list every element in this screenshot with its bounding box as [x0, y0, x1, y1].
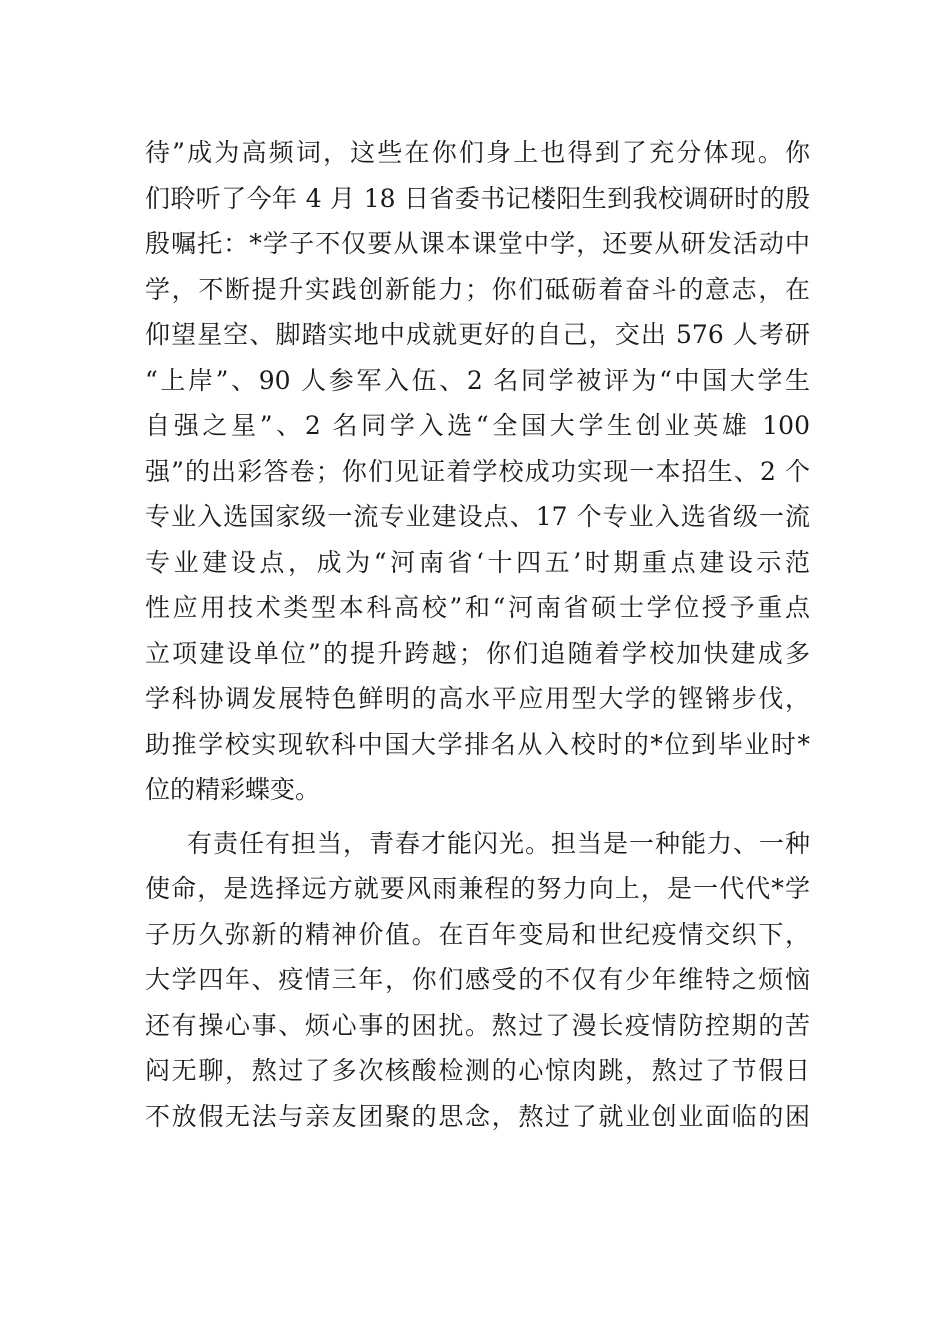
paragraph-line: 闷无聊，熬过了多次核酸检测的心惊肉跳，熬过了节假日	[145, 1056, 810, 1085]
paragraph-line: 专业入选国家级一流专业建设点、17 个专业入选省级一流	[145, 502, 810, 531]
paragraph-line: 自强之星”、2 名同学入选“全国大学生创业英雄 100	[145, 411, 810, 440]
paragraph-line: 助推学校实现软科中国大学排名从入校时的*位到毕业时*	[145, 729, 810, 759]
paragraph-line: 不放假无法与亲友团聚的思念，熬过了就业创业面临的困	[145, 1101, 810, 1131]
document-body	[145, 130, 810, 1139]
paragraph-1	[145, 130, 810, 813]
paragraph-line: 仰望星空、脚踏实地中成就更好的自己，交出 576 人考研	[145, 320, 810, 349]
paragraph-line: 待”成为高频词，这些在你们身上也得到了充分体现。你	[145, 138, 810, 167]
paragraph-2	[145, 821, 810, 1140]
paragraph-line: 学科协调发展特色鲜明的高水平应用型大学的铿锵步伐，	[145, 684, 810, 713]
paragraph-line: 性应用技术类型本科高校”和“河南省硕士学位授予重点	[145, 593, 810, 622]
paragraph-line: 殷嘱托：*学子不仅要从课本课堂中学，还要从研发活动中	[145, 229, 810, 258]
paragraph-line: “上岸”、90 人参军入伍、2 名同学被评为“中国大学生	[145, 365, 810, 395]
paragraph-line: 使命，是选择远方就要风雨兼程的努力向上，是一代代*学	[145, 874, 810, 903]
paragraph-spacer	[145, 813, 810, 821]
paragraph-line: 立项建设单位”的提升跨越；你们追随着学校加快建成多	[145, 638, 810, 668]
paragraph-line: 有责任有担当，青春才能闪光。担当是一种能力、一种	[187, 828, 810, 858]
paragraph-line: 大学四年、疫情三年，你们感受的不仅有少年维特之烦恼	[145, 965, 810, 994]
paragraph-line: 专业建设点，成为“河南省‘十四五’时期重点建设示范	[145, 547, 810, 577]
paragraph-line: 还有操心事、烦心事的困扰。熬过了漫长疫情防控期的苦	[145, 1010, 810, 1040]
paragraph-line: 学，不断提升实践创新能力；你们砥砺着奋斗的意志，在	[145, 274, 810, 304]
paragraph-line: 们聆听了今年 4 月 18 日省委书记楼阳生到我校调研时的殷	[145, 183, 810, 213]
paragraph-line: 位的精彩蝶变。	[145, 775, 321, 804]
paragraph-line: 子历久弥新的精神价值。在百年变局和世纪疫情交织下，	[145, 919, 810, 949]
paragraph-line: 强”的出彩答卷；你们见证着学校成功实现一本招生、2 个	[145, 456, 810, 486]
